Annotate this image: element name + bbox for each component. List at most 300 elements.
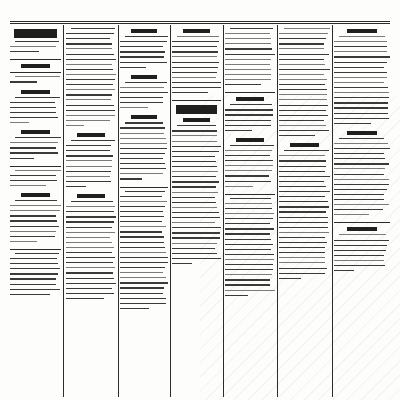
text-line [279,54,329,55]
text-line [120,173,163,174]
text-line [10,102,55,103]
text-line [334,209,383,210]
text-line [225,43,271,44]
text-line [66,99,111,100]
text-line [66,232,115,233]
text-line [120,272,163,273]
text-line [172,141,217,142]
text-line [172,87,221,88]
text-line [66,221,114,222]
text-line [172,253,217,254]
text-line [334,123,371,124]
text-line [120,97,163,98]
text-line [120,138,166,139]
text-line [334,92,389,93]
text-line [334,158,385,159]
text-line [66,237,110,238]
text-line [66,242,112,243]
text-line [225,264,273,265]
text-line [279,74,324,75]
section-divider [225,92,275,93]
section-divider [172,100,221,101]
text-line [172,41,219,42]
text-line [279,273,325,274]
text-line [66,186,86,187]
text-line [225,186,253,187]
text-line [120,211,163,212]
text-line [120,46,163,47]
text-line [172,176,216,177]
text-line [334,51,387,52]
text-line [120,216,164,217]
text-line [172,227,221,228]
text-line [66,298,104,299]
text-line [125,82,167,83]
text-line [334,107,388,108]
text-line [172,51,218,52]
text-line [225,279,270,280]
text-line [334,260,384,261]
text-line [15,41,59,42]
text-line [66,257,115,258]
text-line [10,263,58,264]
text-line [172,151,219,152]
text-line [225,223,270,224]
text-line [10,122,29,123]
article-heading [21,64,49,68]
text-line [66,176,110,177]
text-line [225,155,270,156]
text-line [10,185,46,186]
text-line [225,64,270,65]
text-line [120,287,164,288]
text-line [172,72,217,73]
text-line [66,74,116,75]
text-line [225,69,271,70]
text-line [334,199,384,200]
text-line [225,165,273,166]
text-line [225,130,252,131]
text-line [172,46,217,47]
text-line [225,274,272,275]
text-line [10,278,56,279]
text-line [66,206,115,207]
column-rule [170,25,171,397]
text-line [120,102,163,103]
text-line [15,97,60,98]
column-rule [63,25,64,397]
text-line [120,163,165,164]
text-line [10,147,56,148]
text-line [172,197,215,198]
text-line [172,146,221,147]
text-line [279,105,328,106]
text-line [279,247,325,248]
text-column [279,27,330,395]
text-line [334,56,390,57]
text-line [172,135,217,136]
page-number [14,8,36,19]
text-line [279,135,315,136]
text-line [279,99,327,100]
text-line [177,125,216,126]
text-line [334,204,389,205]
text-line [279,217,328,218]
text-line [334,113,388,114]
text-line [279,278,301,279]
text-line [339,36,385,37]
text-line [279,242,327,243]
text-line [279,206,329,207]
text-line [334,245,387,246]
text-line [225,48,272,49]
text-line [120,236,164,237]
text-line [279,252,325,253]
text-line [279,89,327,90]
article-heading [183,29,210,33]
text-line [225,213,274,214]
text-line [120,133,164,134]
text-line [172,237,220,238]
text-line [225,290,275,291]
text-line [279,227,328,228]
text-line [225,120,271,121]
text-line [334,67,384,68]
text-line [172,166,217,167]
text-line [66,155,113,156]
text-line [120,231,162,232]
text-line [279,130,329,131]
text-line [334,82,384,83]
text-line [225,208,272,209]
text-line [125,36,168,37]
header-rule-thin [10,23,390,24]
text-line [172,217,220,218]
text-line [279,69,330,70]
text-line [334,118,389,119]
column-rule [277,25,278,397]
text-line [172,212,219,213]
text-line [279,191,330,192]
text-line [71,140,115,141]
text-line [279,257,325,258]
text-line [279,125,326,126]
text-line [172,258,221,259]
text-line [120,252,166,253]
text-line [66,33,114,34]
text-line [120,153,165,154]
text-line [279,64,325,65]
issue-date [250,8,380,19]
text-line [279,268,327,269]
text-line [225,254,274,255]
article-heading [14,29,57,38]
text-line [334,179,389,180]
text-line [66,262,113,263]
article-heading [77,194,105,198]
text-line [172,248,215,249]
text-line [66,278,114,279]
text-line [120,277,166,278]
text-line [120,62,167,63]
text-line [334,41,387,42]
text-line [66,171,111,172]
text-line [230,28,273,29]
text-line [10,175,56,176]
text-line [279,33,328,34]
text-line [172,92,208,93]
text-line [225,228,274,229]
text-line [225,244,273,245]
text-line [120,308,149,309]
text-line [172,67,218,68]
text-line [66,283,116,284]
text-line [66,181,111,182]
text-line [225,218,273,219]
text-line [120,257,168,258]
text-line [172,243,217,244]
text-line [66,267,115,268]
text-line [177,36,219,37]
text-line [66,43,112,44]
text-line [66,288,112,289]
masthead-name [40,8,98,19]
article-heading [183,118,210,122]
text-line [225,181,271,182]
text-line [15,137,61,138]
text-line [339,234,386,235]
text-line [334,62,387,63]
text-line [334,77,387,78]
text-line [71,201,113,202]
text-line [120,201,167,202]
text-line [66,94,112,95]
text-line [172,222,215,223]
text-line [66,145,111,146]
text-line [284,150,329,151]
text-line [279,120,324,121]
text-line [66,59,116,60]
text-line [334,189,387,190]
section-divider [225,194,275,195]
text-line [225,269,273,270]
article-heading [236,138,264,142]
text-line [230,145,274,146]
text-line [10,268,60,269]
text-line [225,160,273,161]
text-line [225,109,273,110]
text-line [66,69,113,70]
text-line [10,289,60,290]
text-line [225,114,273,115]
text-line [10,180,57,181]
text-line [66,120,110,121]
text-line [225,249,271,250]
text-line [334,270,354,271]
text-line [279,262,325,263]
text-line [120,226,166,227]
text-line [120,303,166,304]
text-line [66,54,114,55]
text-line [10,236,55,237]
article-heading [236,97,264,101]
text-line [334,240,389,241]
article-heading [347,29,378,33]
text-line [279,201,328,202]
column-rule [223,25,224,397]
text-line [279,48,324,49]
section-divider [10,72,61,73]
text-line [172,186,216,187]
text-line [66,247,114,248]
text-line [66,115,115,116]
text-line [10,51,39,52]
text-line [10,112,56,113]
text-line [334,255,384,256]
text-line [120,262,168,263]
text-line [279,84,325,85]
text-line [334,143,388,144]
text-line [279,196,325,197]
text-line [66,38,110,39]
text-line [10,46,56,47]
text-line [15,200,57,201]
text-line [279,222,328,223]
text-line [10,107,56,108]
text-line [120,282,168,283]
text-column [66,27,116,395]
text-line [225,239,271,240]
text-line [279,181,324,182]
text-line [225,203,272,204]
text-line [225,79,271,80]
text-line [230,198,271,199]
text-line [120,168,166,169]
text-line [279,110,326,111]
text-line [172,56,217,57]
text-line [225,125,271,126]
article-heading [347,227,378,231]
text-line [66,150,110,151]
text-line [66,227,112,228]
text-line [279,94,327,95]
text-line [334,102,388,103]
text-line [10,241,37,242]
text-line [172,161,216,162]
article-heading [77,133,105,137]
text-line [120,92,168,93]
text-line [334,97,389,98]
text-line [172,130,217,131]
text-line [225,233,270,234]
text-line [66,211,114,212]
text-line [279,166,326,167]
text-line [334,163,389,164]
text-column [334,27,390,395]
text-line [120,51,165,52]
text-line [279,38,326,39]
text-line [279,232,329,233]
text-line [279,211,326,212]
article-heading [347,131,378,135]
text-line [225,84,261,85]
text-line [172,82,221,83]
text-line [172,62,219,63]
text-line [10,231,56,232]
text-line [120,221,162,222]
text-line [10,152,58,153]
text-line [66,216,116,217]
text-line [225,54,275,55]
text-line [66,125,84,126]
text-line [120,158,163,159]
section-divider [10,59,61,60]
text-line [225,259,274,260]
text-line [66,84,113,85]
text-line [225,150,272,151]
text-line [66,64,112,65]
text-line [120,127,165,128]
column-rule [118,25,119,397]
text-line [66,79,115,80]
text-line [120,206,165,207]
text-line [225,38,271,39]
text-line [279,59,324,60]
text-line [125,122,163,123]
text-line [339,138,384,139]
text-line [71,28,115,29]
text-line [120,196,162,197]
text-column [10,27,61,395]
text-column [120,27,168,395]
text-line [66,48,112,49]
text-line [120,107,148,108]
text-line [225,33,270,34]
text-line [120,293,163,294]
text-line [334,214,369,215]
text-line [10,226,59,227]
text-line [230,104,272,105]
text-line [10,294,50,295]
text-line [172,156,215,157]
text-line [120,41,167,42]
text-line [172,232,220,233]
text-line [120,56,164,57]
article-heading [131,75,157,79]
text-line [120,67,146,68]
text-line [66,293,114,294]
column-rule [332,25,333,397]
text-line [334,46,387,47]
section-title [104,8,194,19]
text-line [66,89,115,90]
text-line [10,81,37,82]
text-line [225,74,271,75]
text-line [10,258,57,259]
text-line [334,168,385,169]
text-line [66,252,112,253]
text-line [10,215,56,216]
text-line [120,267,165,268]
text-line [66,166,112,167]
section-divider [10,249,61,250]
text-line [172,171,218,172]
text-line [334,72,387,73]
article-heading [176,105,218,114]
section-divider [10,166,61,167]
text-line [284,28,330,29]
text-line [225,59,271,60]
